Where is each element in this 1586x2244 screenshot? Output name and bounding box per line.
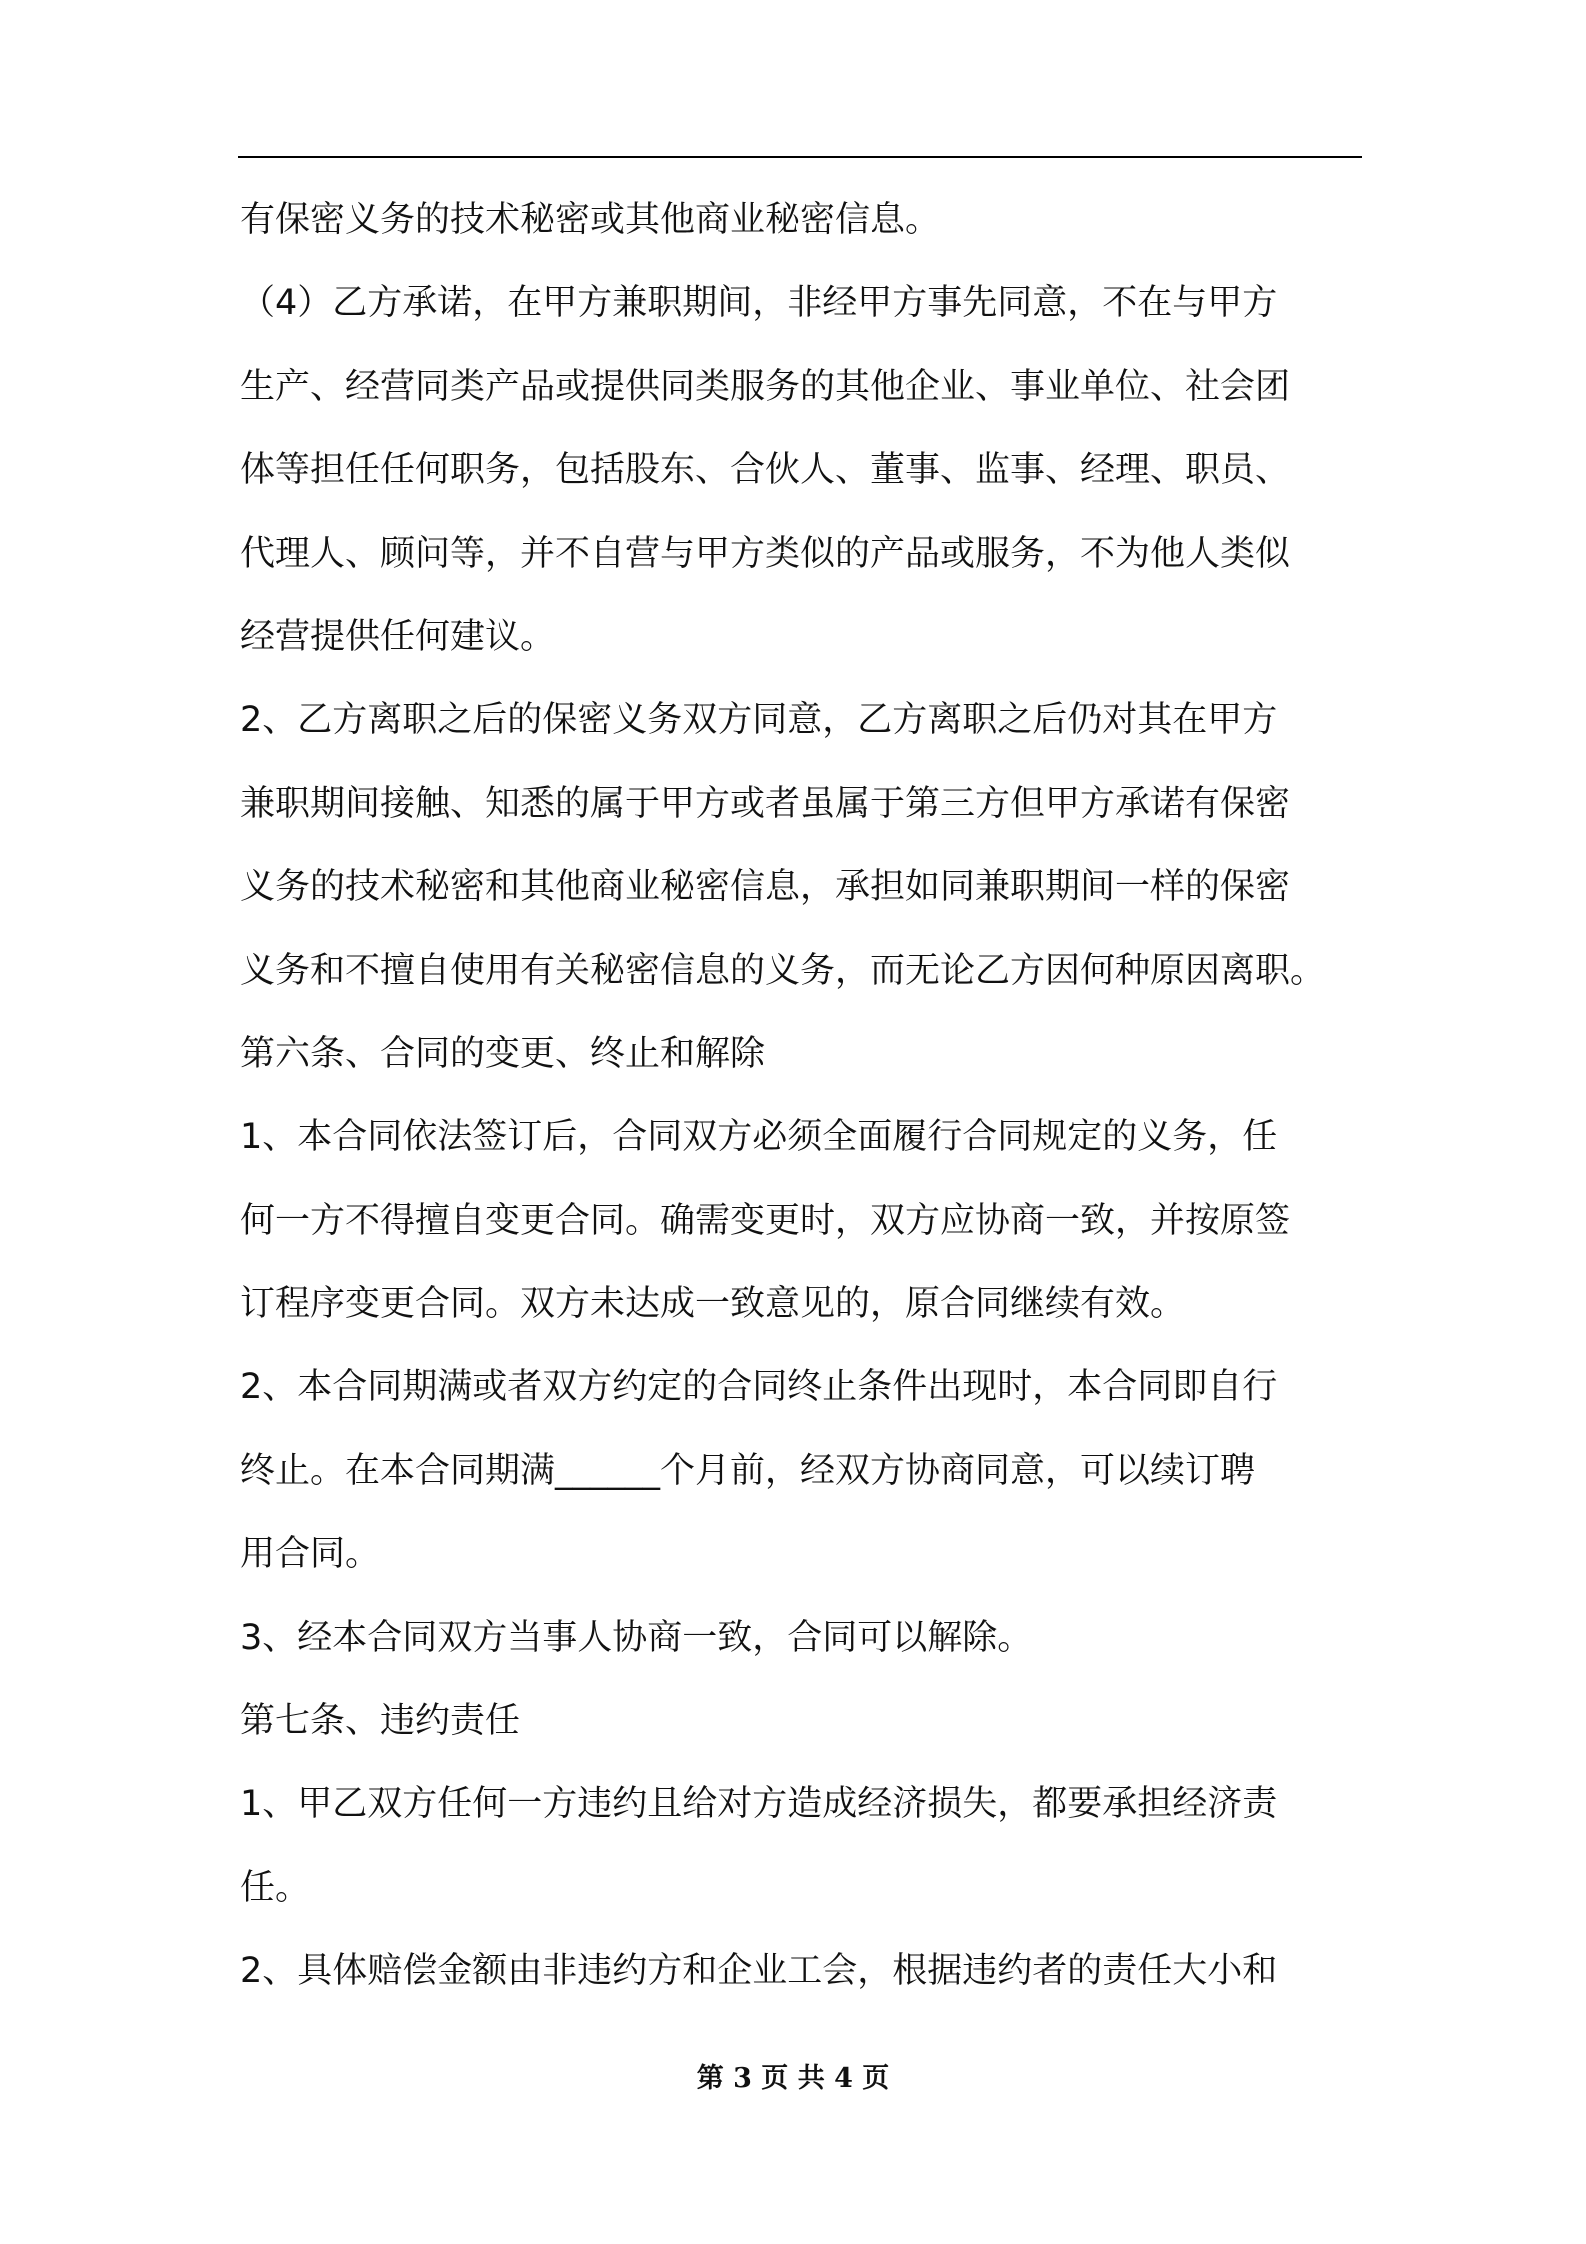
- text-line: 经营提供任何建议。: [240, 616, 556, 657]
- text-line: 3、经本合同双方当事人协商一致，合同可以解除。: [240, 1617, 1033, 1658]
- text-line: 1、甲乙双方任何一方违约且给对方造成经济损失，都要承担经济责: [240, 1784, 1278, 1825]
- text-line: （4）乙方承诺，在甲方兼职期间，非经甲方事先同意，不在与甲方: [240, 283, 1278, 324]
- document-body: [240, 199, 1370, 2034]
- text-line: 2、乙方离职之后的保密义务双方同意，乙方离职之后仍对其在甲方: [240, 700, 1278, 741]
- text-line: 任。: [240, 1867, 311, 1908]
- page-number: 第 3 页 共 4 页: [696, 2063, 890, 2094]
- text-line: 体等担任任何职务，包括股东、合伙人、董事、监事、经理、职员、: [240, 450, 1291, 491]
- text-line: 义务的技术秘密和其他商业秘密信息，承担如同兼职期间一样的保密: [240, 867, 1291, 908]
- text-line: 代理人、顾问等，并不自营与甲方类似的产品或服务，不为他人类似: [240, 533, 1291, 574]
- text-line: 兼职期间接触、知悉的属于甲方或者虽属于第三方但甲方承诺有保密: [240, 783, 1291, 824]
- section-heading: 第七条、违约责任: [240, 1701, 521, 1742]
- header-rule: [238, 156, 1362, 158]
- text-line: 用合同。: [240, 1534, 381, 1575]
- text-line: 1、本合同依法签订后，合同双方必须全面履行合同规定的义务，任: [240, 1117, 1278, 1158]
- text-line: 2、本合同期满或者双方约定的合同终止条件出现时，本合同即自行: [240, 1367, 1278, 1408]
- page-footer: [0, 2056, 1586, 2095]
- text-line: 有保密义务的技术秘密或其他商业秘密信息。: [240, 200, 941, 240]
- text-line: 生产、经营同类产品或提供同类服务的其他企业、事业单位、社会团: [240, 366, 1291, 407]
- text-line: 2、具体赔偿金额由非违约方和企业工会，根据违约者的责任大小和: [240, 1951, 1278, 1992]
- text-line: 终止。在本合同期满______个月前，经双方协商同意，可以续订聘: [240, 1450, 1256, 1491]
- section-heading: 第六条、合同的变更、终止和解除: [240, 1033, 766, 1074]
- text-line: 何一方不得擅自变更合同。确需变更时，双方应协商一致，并按原签: [240, 1200, 1291, 1241]
- text-line: 订程序变更合同。双方未达成一致意见的，原合同继续有效。: [240, 1284, 1186, 1325]
- text-line: 义务和不擅自使用有关秘密信息的义务，而无论乙方因何种原因离职。: [240, 950, 1326, 991]
